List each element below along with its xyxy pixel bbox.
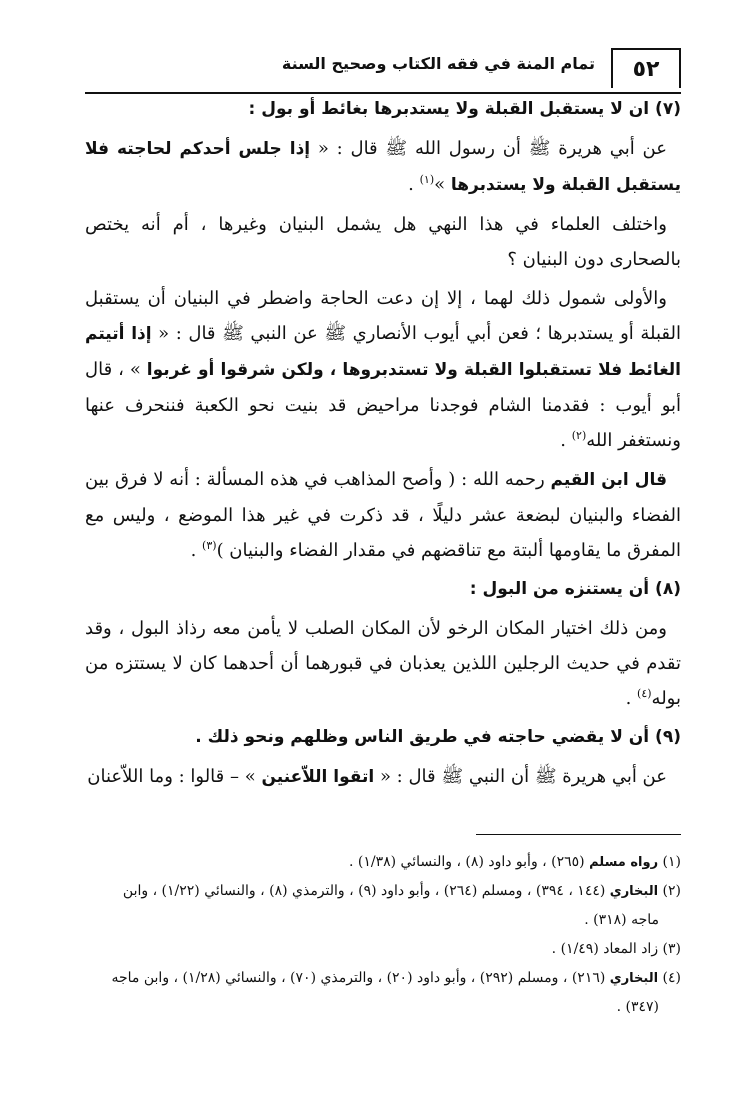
- footnote: (٣) زاد المعاد (١/٤٩) .: [551, 941, 681, 957]
- hadith-text: اتقوا اللاّعنين: [261, 767, 375, 787]
- hadith-text: إذا جلس أحدكم لحاجته فلا يستقبل القبلة ولا يستدبرها: [85, 139, 681, 195]
- running-title: تمام المنة في فقه الكتاب وصحيح السنة: [281, 54, 595, 73]
- footnote: (٢) البخاري (١٤٤ ، ٣٩٤) ، ومسلم (٢٦٤) ، وأبو داود (٩) ، والترمذي (٨) ، والنسائي (١/٢٢) ، وابن: [122, 883, 681, 899]
- paragraph: والأولى شمول ذلك لهما ، إلا إن دعت الحاجة واضطر في البنيان أن يستقبل القبلة أو يستدبرها ؛ فعن أبي أيوب الأنصاري ﷺ عن النبي ﷺ قال : « إذا أتيتم الغائط فلا تستقبلوا القبلة ولا تستدبروها ، ولكن شرقوا أو غربوا » ، قال أبو أيوب : فقدمنا الشام فوجدنا مراحيض قد بنيت نحو الكعبة فننحرف عنها ونستغفر الله$^{(٢)}$ .: [85, 288, 682, 451]
- footnote-ref[interactable]: (١): [419, 173, 435, 186]
- footnote-ref[interactable]: (٤): [637, 687, 652, 700]
- footnote-separator: [476, 834, 681, 835]
- quoted-author: قال ابن القيم: [550, 470, 667, 490]
- footnote: (١) رواه مسلم (٢٦٥) ، وأبو داود (٨) ، والنسائي (١/٣٨) .: [348, 854, 681, 870]
- footnote-continuation: ماجه (٣١٨) .: [584, 912, 659, 928]
- section-heading-9: (٩) أن لا يقضي حاجته في طريق الناس وظلهم ونحو ذلك .: [195, 727, 681, 747]
- footnote-ref[interactable]: (٢): [571, 429, 587, 442]
- section-heading-7: (٧) ان لا يستقبل القبلة ولا يستدبرها بغائط أو بول :: [248, 99, 681, 119]
- footnote-continuation: (٣٤٧) .: [616, 999, 659, 1015]
- paragraph: ومن ذلك اختيار المكان الرخو لأن المكان الصلب لا يأمن معه رذاذ البول ، وقد تقدم في حديث الرجلين اللذين يعذبان في قبورهما أن أحدهما كان لا يستتزه من بوله$^{(٤)}$ .: [85, 618, 681, 709]
- footnotes: [68, 848, 681, 1022]
- page-header: [85, 40, 681, 94]
- page-number: ٥٢: [611, 48, 681, 88]
- footnote: (٤) البخاري (٢١٦) ، ومسلم (٢٩٢) ، وأبو داود (٢٠) ، والترمذي (٧٠) ، والنسائي (١/٢٨) ، وابن ماجه: [111, 970, 681, 986]
- main-text: [85, 92, 681, 799]
- hadith-text: إذا أتيتم الغائط فلا تستقبلوا القبلة ولا تستدبروها ، ولكن شرقوا أو غربوا: [85, 324, 682, 380]
- footnote-ref[interactable]: (٣): [202, 539, 217, 552]
- paragraph: واختلف العلماء في هذا النهي هل يشمل البنيان وغيرها ، أم أنه يختص بالصحارى دون البنيان ؟: [85, 214, 681, 270]
- paragraph: عن أبي هريرة ﷺ أن النبي ﷺ قال : « اتقوا اللاّعنين » – قالوا : وما اللاّعنان: [87, 766, 667, 787]
- section-heading-8: (٨) أن يستنزه من البول :: [469, 579, 681, 599]
- paragraph: قال ابن القيم رحمه الله : ( وأصح المذاهب في هذه المسألة : أنه لا فرق بين الفضاء والبنيان لبضعة عشر دليلًا ، قد ذكرت في غير هذا الموضع ، وليس مع المفرق ما يقاومها ألبتة مع تناقضهم في مقدار الفضاء والبنيان )$^{(٣)}$ .: [85, 469, 681, 561]
- paragraph: عن أبي هريرة ﷺ أن رسول الله ﷺ قال : « إذا جلس أحدكم لحاجته فلا يستقبل القبلة ولا يستدبرها »$^{(١)}$ .: [85, 138, 681, 195]
